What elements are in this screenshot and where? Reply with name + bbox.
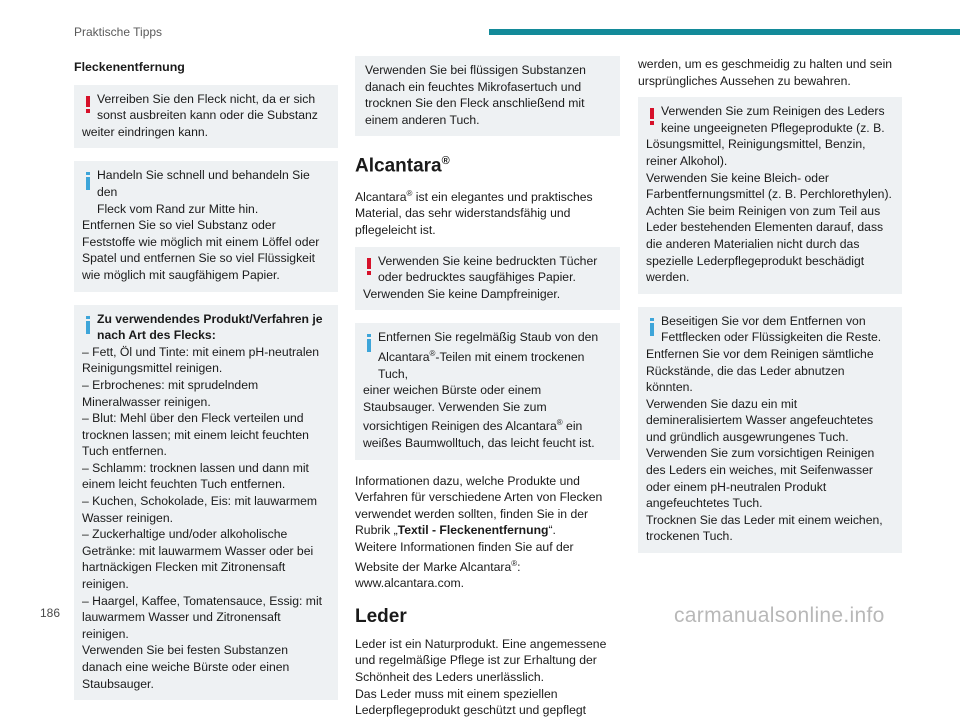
warning-text: Lösungsmittel, Reinigungsmittel, Benzin, reiner Alkohol). bbox=[646, 137, 866, 168]
list-item: – Haargel, Kaffee, Tomatensauce, Essig: mit lauwarmem Wasser und Zitronensaft reinigen. bbox=[82, 593, 323, 641]
website-paragraph bbox=[355, 539, 620, 592]
alcantara-intro-text: ist ein elegantes und praktisches Material, das sehr widerstandsfähig und pflegeleicht ist. bbox=[355, 189, 593, 237]
reference-text: Informationen dazu, welche Produkte und Verfahren für verschiedene Arten von Flecken verwendet werden sollten, finden Sie in der Rubrik „ bbox=[355, 473, 603, 538]
info-text: Entfernen Sie vor dem Reinigen sämtliche Rückstände, die das Leder abnutzen könnten. bbox=[646, 346, 874, 395]
column-2 bbox=[355, 56, 620, 727]
info-text-line: Fleck vom Rand zur Mitte hin. bbox=[97, 201, 259, 216]
info-text bbox=[363, 382, 612, 451]
reference-text: “. bbox=[548, 523, 556, 538]
info-box-stain-types bbox=[74, 305, 338, 701]
info-text-part: einer weichen Bürste oder einem Staubsauger. Verwenden Sie zum vorsichtigen Reinigen des Alcantara bbox=[363, 383, 557, 434]
header-accent-bar bbox=[489, 29, 960, 35]
info-icon bbox=[650, 318, 654, 336]
list-item: – Schlamm: trocknen lassen und dann mit einem leicht feuchten Tuch entfernen. bbox=[82, 460, 309, 492]
info-heading-line: Zu verwendendes Produkt/Verfahren je bbox=[97, 311, 323, 326]
website-text: : www.alcantara.com. bbox=[355, 559, 521, 591]
registered-mark: ® bbox=[441, 155, 450, 168]
warning-icon bbox=[650, 108, 654, 123]
info-text-line: Fettflecken oder Flüssigkeiten die Reste. bbox=[661, 330, 882, 345]
warning-text: Verwenden Sie keine Bleich- oder Farbentfernungsmittel (z. B. Perchlorethylen). bbox=[646, 170, 892, 202]
watermark: carmanualsonline.info bbox=[674, 604, 885, 627]
column-3 bbox=[638, 56, 902, 566]
warning-text: Achten Sie beim Reinigen von zum Teil aus Leder bestehenden Elementen darauf, dass die anderen Materialien nicht durch das spezielle Lederpflegeprodukt beschädigt werden. bbox=[646, 203, 884, 285]
list-item: – Erbrochenes: mit sprudelndem Mineralwasser reinigen. bbox=[82, 377, 259, 409]
registered-mark: ® bbox=[511, 558, 518, 568]
warning-icon bbox=[86, 96, 90, 111]
info-text: Entfernen Sie so viel Substanz oder Feststoffe wie möglich mit einem Löffel oder Spatel und entfernen Sie so viel Flüssigkeit wie möglich mit saugfähigem Papier. bbox=[82, 218, 320, 282]
info-text: Trocknen Sie das Leder mit einem weichen, trockenen Tuch. bbox=[646, 512, 883, 544]
website-text: Weitere Informationen finden Sie auf der Website der Marke Alcantara bbox=[355, 539, 574, 574]
alcantara-word: Alcantara bbox=[378, 349, 430, 364]
list-item: – Fett, Öl und Tinte: mit einem pH-neutralen Reinigungsmittel reinigen. bbox=[82, 344, 320, 376]
running-header: Praktische Tipps bbox=[74, 25, 163, 39]
warning-text-line: sonst ausbreiten kann oder die Substanz bbox=[97, 108, 318, 123]
registered-mark: ® bbox=[406, 188, 413, 198]
info-box bbox=[355, 323, 620, 459]
leder-paragraph: Das Leder muss mit einem speziellen Lederpflegeprodukt geschützt und gepflegt bbox=[355, 686, 587, 718]
info-box bbox=[74, 161, 338, 291]
alcantara-intro bbox=[355, 186, 620, 239]
section-title-leder: Leder bbox=[355, 605, 407, 627]
info-text: Verwenden Sie dazu ein mit demineralisiertem Wasser angefeuchtetes und gründlich ausgewrungenes Tuch. bbox=[646, 396, 874, 444]
continued-paragraph: werden, um es geschmeidig zu halten und sein ursprüngliches Aussehen zu bewahren. bbox=[638, 57, 893, 88]
warning-text: Verwenden Sie keine Dampfreiniger. bbox=[363, 286, 561, 301]
info-box bbox=[638, 307, 902, 553]
list-item: – Kuchen, Schokolade, Eis: mit lauwarmem Wasser reinigen. bbox=[82, 494, 318, 525]
reference-paragraph bbox=[355, 473, 620, 539]
list-item: – Blut: Mehl über den Fleck verteilen und trocknen lassen; mit einem leicht feuchten Tuch entfernen. bbox=[82, 411, 309, 459]
continued-box bbox=[355, 56, 620, 136]
warning-icon bbox=[367, 258, 371, 273]
info-text-line: Entfernen Sie regelmäßig Staub von den bbox=[378, 330, 599, 345]
warning-box bbox=[638, 97, 902, 294]
warning-text-line: Verwenden Sie zum Reinigen des Leders bbox=[661, 104, 885, 119]
leder-paragraph: Leder ist ein Naturprodukt. Eine angemessene und regelmäßige Pflege ist zur Erhaltung der Schönheit des Leders unerlässlich. bbox=[355, 636, 607, 685]
reference-link-text: Textil - Fleckenentfernung bbox=[397, 523, 549, 538]
column-1 bbox=[74, 56, 338, 713]
info-text-line: Beseitigen Sie vor dem Entfernen von bbox=[661, 313, 866, 328]
list-item: Verwenden Sie bei festen Substanzen danach eine weiche Bürste oder einen Staubsauger. bbox=[82, 643, 290, 691]
info-icon bbox=[86, 316, 90, 334]
info-text: Verwenden Sie zum vorsichtigen Reinigen des Leders ein weiches, mit Seifenwasser oder einem pH-neutralen Produkt angefeuchtetes Tuch. bbox=[646, 446, 875, 511]
alcantara-title-text: Alcantara bbox=[355, 155, 442, 177]
continued-box-text: Verwenden Sie bei flüssigen Substanzen danach ein feuchtes Mikrofasertuch und trocknen Sie den Fleck anschließend mit einem anderen Tuch. bbox=[365, 63, 586, 127]
info-text-line bbox=[363, 346, 612, 382]
registered-mark: ® bbox=[429, 348, 436, 358]
warning-box bbox=[74, 85, 338, 149]
section-title-alcantara bbox=[355, 150, 620, 177]
info-icon bbox=[367, 334, 371, 352]
info-text-part: ein weißes Baumwolltuch, das leicht feucht ist. bbox=[363, 419, 595, 451]
warning-text-line: keine ungeeigneten Pflegeprodukte (z. B. bbox=[661, 120, 885, 135]
list-item: – Zuckerhaltige und/oder alkoholische Getränke: mit lauwarmem Wasser oder bei hartnäckigen Flecken mit Zitronensaft reinigen. bbox=[82, 527, 314, 592]
info-icon bbox=[86, 172, 90, 190]
warning-box bbox=[355, 247, 620, 311]
warning-text-line: Verreiben Sie den Fleck nicht, da er sich bbox=[97, 91, 316, 106]
info-text-part: -Teilen mit einem trockenen Tuch, bbox=[378, 349, 585, 381]
alcantara-word: Alcantara bbox=[355, 189, 407, 204]
warning-text-line: Verwenden Sie keine bedruckten Tücher bbox=[378, 253, 598, 268]
section-title-fleckenentfernung: Fleckenentfernung bbox=[74, 60, 185, 74]
page-number: 186 bbox=[40, 606, 61, 620]
registered-mark: ® bbox=[556, 418, 563, 428]
info-text-line: Handeln Sie schnell und behandeln Sie den bbox=[97, 168, 310, 199]
warning-text: weiter eindringen kann. bbox=[82, 124, 209, 139]
warning-text-line: oder bedrucktes saugfähiges Papier. bbox=[378, 270, 576, 285]
info-heading-line: nach Art des Flecks: bbox=[97, 328, 216, 343]
